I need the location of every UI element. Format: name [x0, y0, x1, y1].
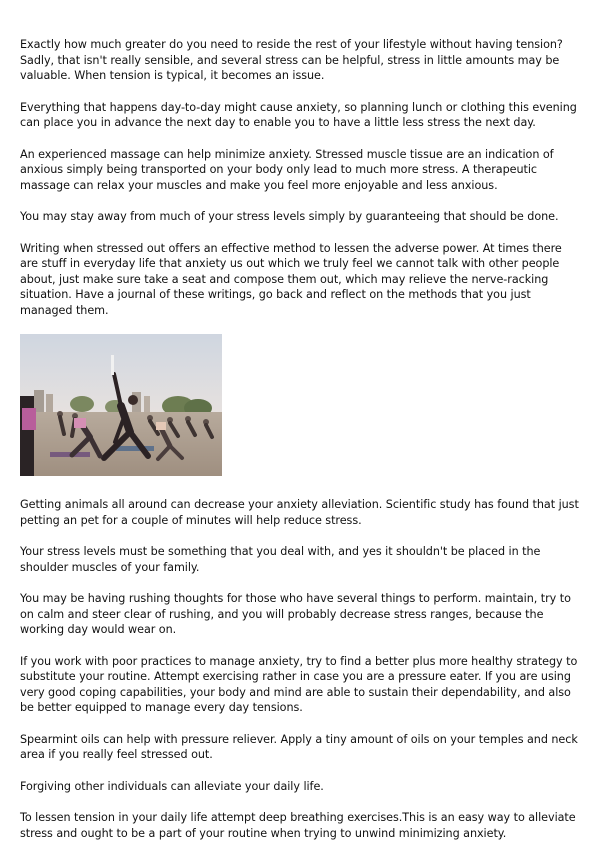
- paragraph: If you work with poor practices to manage anxiety, try to find a better plus more healthy strategy to substitute your routine. Attempt exercising rather in case you are a pressure eater. If you are using very good coping capabilities, your body and mind are able to sustain their dependability, and also be better equipped to manage every day tensions.: [20, 654, 578, 714]
- paragraph: An experienced massage can help minimize anxiety. Stressed muscle tissue are an indication of anxious simply being transported on your body only lead to much more stress. A therapeutic massage can relax your muscles and make you feel more enjoyable and less anxious.: [20, 147, 554, 192]
- yoga-class-photo: [20, 334, 222, 476]
- paragraph: Spearmint oils can help with pressure reliever. Apply a tiny amount of oils on your temples and neck area if you really feel stressed out.: [20, 732, 578, 761]
- paragraph: You may be having rushing thoughts for those who have several things to perform. maintain, try to on calm and steer clear of rushing, and you will probably decrease stress ranges, because the working day would wear on.: [20, 592, 571, 636]
- paragraph: Exactly how much greater do you need to reside the rest of your lifestyle without having tension? Sadly, that isn't really sensible, and several stress can be helpful, stress in little amounts may be valuable. When tension is typical, it becomes an issue.: [20, 38, 563, 82]
- paragraph: Writing when stressed out offers an effective method to lessen the adverse power. At times there are stuff in everyday life that anxiety us out which we truly feel we cannot talk with other people about, just make sure take a seat and compose them out, which may relieve the nerve-racking situation. Have a journal of these writings, go back and reflect on the methods that you just managed them.: [20, 241, 562, 317]
- paragraph: Forgiving other individuals can alleviate your daily life.: [20, 779, 324, 793]
- paragraph: Everything that happens day-to-day might cause anxiety, so planning lunch or clothing this evening can place you in advance the next day to enable you to have a little less stress the next day.: [20, 100, 577, 129]
- article-body: [20, 37, 582, 857]
- paragraph: To lessen tension in your daily life attempt deep breathing exercises.This is an easy way to alleviate stress and ought to be a part of your routine when trying to unwind minimizing anxiety.: [20, 811, 576, 840]
- paragraph: You may stay away from much of your stress levels simply by guaranteeing that should be done.: [20, 210, 559, 223]
- paragraph: Getting animals all around can decrease your anxiety alleviation. Scientific study has found that just petting an pet for a couple of minutes will help reduce stress.: [20, 498, 579, 527]
- paragraph: Your stress levels must be something that you deal with, and yes it shouldn't be placed in the shoulder muscles of your family.: [20, 545, 541, 574]
